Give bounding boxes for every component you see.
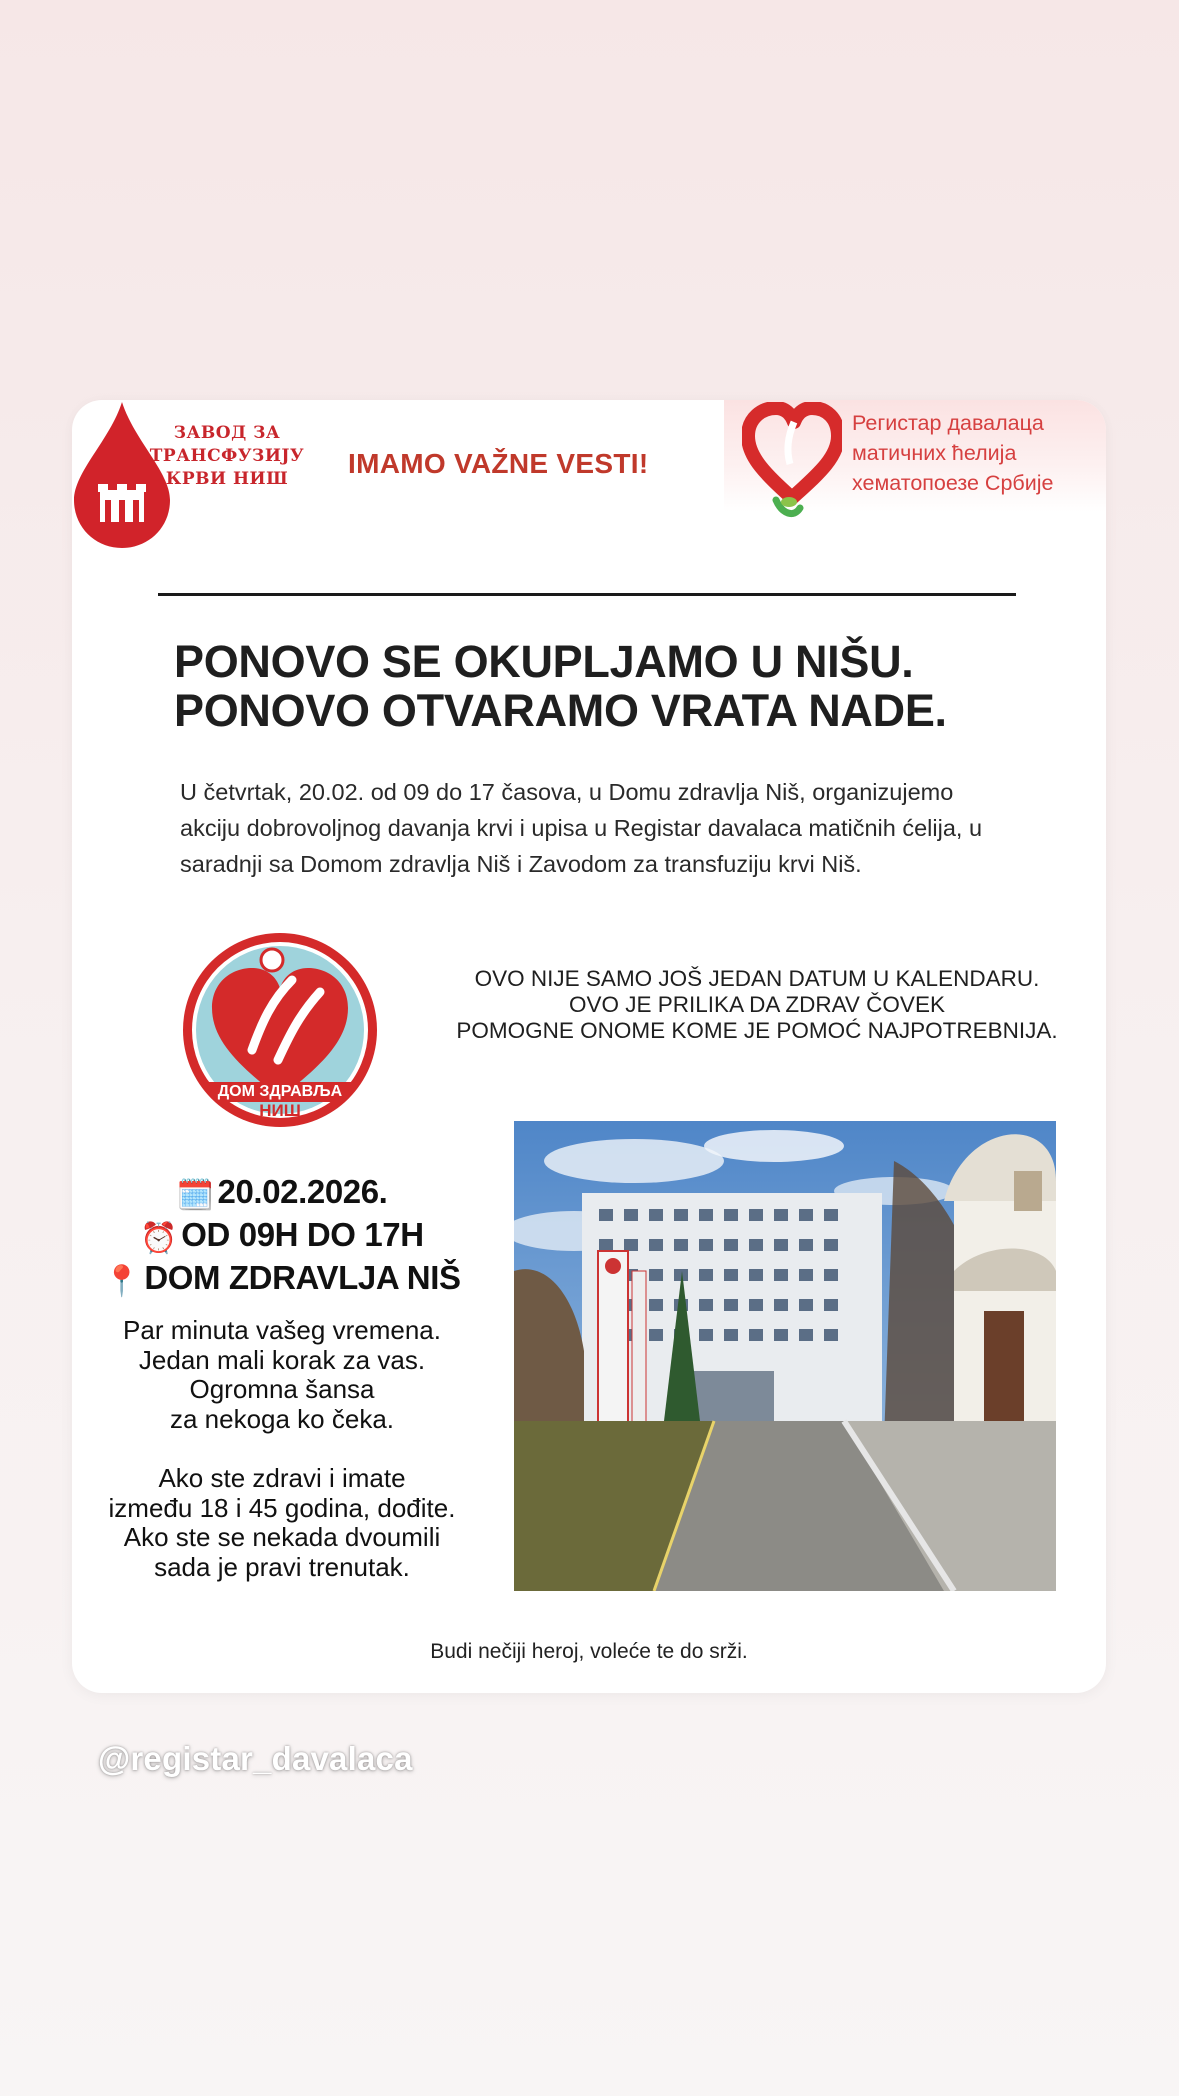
title-line-1: PONOVO SE OKUPLJAMO U NIŠU. [174,636,914,687]
body2-line: Ako ste zdravi i imate [158,1463,406,1493]
story-card [72,400,1106,1693]
divider [158,593,1016,596]
event-place: DOM ZDRAVLJA NIŠ [144,1259,461,1296]
location-pin-icon: 📍 [103,1264,141,1299]
body2-line: između 18 i 45 godina, dođite. [108,1492,456,1523]
event-details [72,1172,492,1301]
event-date: 20.02.2026. [217,1173,388,1210]
registar-heart-logo [742,402,842,520]
registar-line: Регистар давалаца [852,411,1044,435]
zavod-line: КРВИ НИШ [165,469,289,489]
event-time-row [72,1215,492,1258]
quote-line-3: POMOGNE ONOME KOME JE POMOĆ NAJPOTREBNIJA. [456,1018,1058,1043]
registar-line: хематопоезе Србије [852,471,1054,495]
body-text-2 [72,1464,492,1582]
headline: IMAMO VAŽNE VESTI! [348,448,649,479]
title-line-2: PONOVO OTVARAMO VRATA NADE. [174,685,947,736]
zavod-line: ТРАНСФУЗИЈУ [149,446,305,466]
event-time: OD 09H DO 17H [181,1216,424,1253]
body1-line: Ogromna šansa [189,1374,375,1404]
dz-logo-line-1: ДОМ ЗДРАВЉА [217,1083,343,1100]
dom-zdravlja-logo [180,930,380,1130]
instagram-handle[interactable]: @registar_davalaca [98,1740,413,1777]
registar-line: матичних ћелија [852,441,1017,465]
intro-paragraph: U četvrtak, 20.02. od 09 do 17 časova, u Domu zdravlja Niš, organizujemo akciju dobrovoljnog davanja krvi i upisa u Registar davalaca matičnih ćelija, u saradnji sa Domom zdravlja Niš i Zavodom za transfuziju krvi Niš. [180,779,983,877]
body2-line: Ako ste se nekada dvoumili [123,1522,441,1552]
registar-logo-text [852,408,1053,498]
event-place-row [72,1258,492,1301]
event-date-row [72,1172,492,1215]
zavod-line: ЗАВОД ЗА [173,423,281,443]
quote-line-2: OVO JE PRILIKA DA ZDRAV ČOVEK [569,992,945,1017]
alarm-clock-icon: ⏰ [140,1221,178,1256]
footer-tagline: Budi nečiji heroj, voleće te do srži. [430,1640,748,1663]
quote-line-1: OVO NIJE SAMO JOŠ JEDAN DATUM U KALENDARU. [474,966,1040,991]
quote [432,966,1082,1044]
main-title [174,637,947,735]
body1-line: za nekoga ko čeka. [169,1403,395,1434]
body2-line: sada je pravi trenutak. [154,1551,410,1582]
calendar-icon: 🗓️ [176,1178,214,1213]
body-text-1 [72,1316,492,1434]
dz-logo-line-2: НИШ [259,1101,301,1120]
zavod-logo-text [147,422,307,491]
body1-line: Jedan mali korak za vas. [138,1344,426,1375]
health-center-photo [514,1121,1056,1591]
body1-line: Par minuta vašeg vremena. [123,1315,441,1345]
